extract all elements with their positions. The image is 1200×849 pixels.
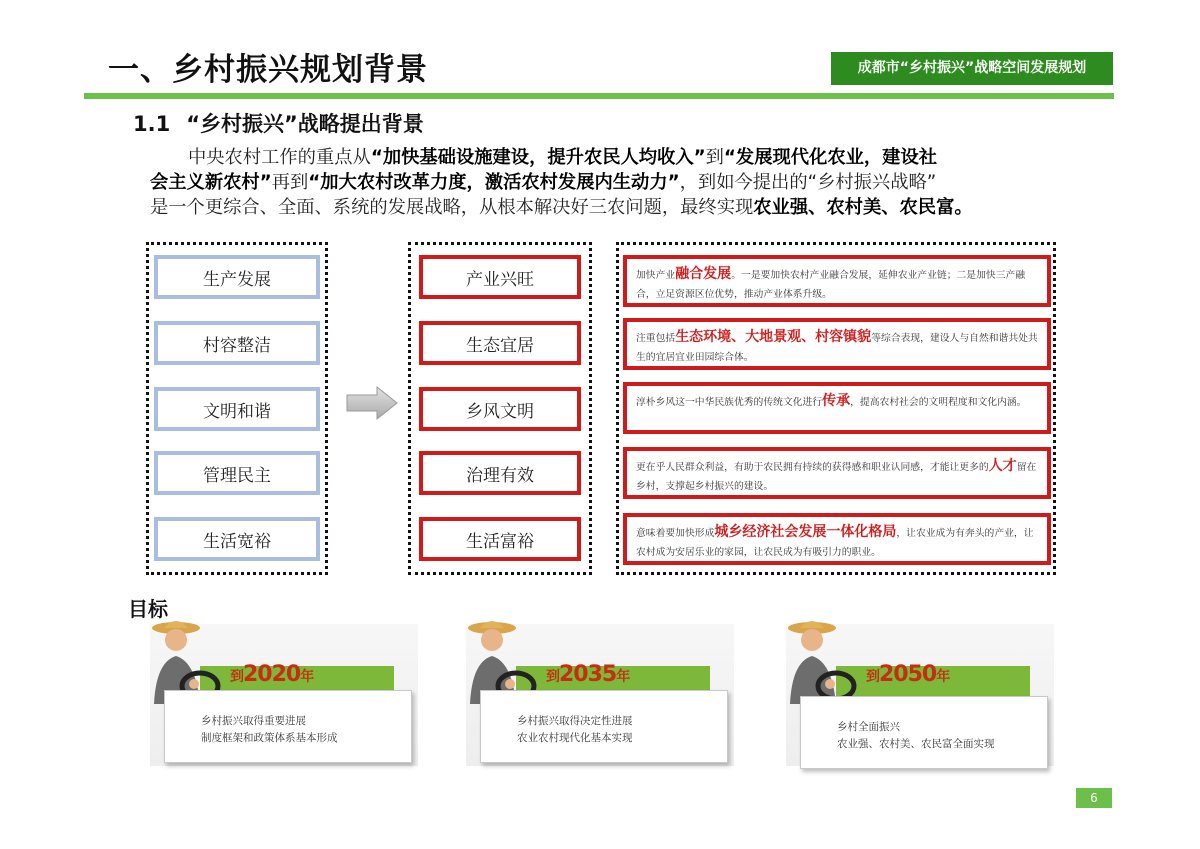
old-requirement-box: 村容整洁 xyxy=(154,321,320,365)
description-text: 加快产业 xyxy=(636,270,676,281)
right-arrow-icon xyxy=(345,385,399,421)
title-divider xyxy=(84,93,1114,99)
year-prefix: 到 xyxy=(866,669,879,685)
description-text: ，让农业成为有奔头的产业，让农村成为安居乐业的家园，让农民成为有吸引力的职业。 xyxy=(636,528,1034,558)
goal-card-2035 xyxy=(462,618,752,778)
goal-text-card xyxy=(800,696,1048,769)
old-requirement-box: 管理民主 xyxy=(154,451,320,495)
goal-card-2050 xyxy=(782,618,1072,778)
description-text: 注重包括 xyxy=(636,333,676,344)
goal-year: 2035 xyxy=(559,662,617,687)
goal-year-label xyxy=(230,662,313,687)
year-prefix: 到 xyxy=(546,669,559,685)
intro-text: 中央农村工作的重点从 xyxy=(188,147,371,168)
goal-line-2: 农业强、农村美、农民富全面实现 xyxy=(837,738,995,750)
page-number: 6 xyxy=(1076,788,1112,808)
intro-text: 是一个更综合、全面、系统的发展战略，从根本解决好三农问题，最终实现 xyxy=(150,197,754,218)
goal-text-card xyxy=(164,690,412,763)
year-suffix: 年 xyxy=(936,669,950,685)
intro-line-3 xyxy=(150,195,1070,220)
description-highlight: 人才 xyxy=(988,458,1017,474)
goal-card-2020 xyxy=(146,618,436,778)
new-requirement-box: 生活富裕 xyxy=(419,517,581,561)
description-text: 更在乎人民群众利益，有助于农民拥有持续的获得感和职业认同感，才能让更多的 xyxy=(636,462,989,473)
new-requirement-box: 生态宜居 xyxy=(419,321,581,365)
old-requirement-box: 文明和谐 xyxy=(154,387,320,431)
intro-emphasis: 会主义新农村” xyxy=(150,172,272,193)
section-heading xyxy=(133,108,424,138)
description-box xyxy=(623,513,1051,565)
goal-line-2: 制度框架和政策体系基本形成 xyxy=(201,732,338,744)
description-box xyxy=(623,382,1051,434)
requirement-descriptions-panel xyxy=(616,242,1056,575)
description-highlight: 城乡经济社会发展一体化格局 xyxy=(714,524,897,540)
section-number: 1.1 xyxy=(133,112,171,136)
goal-line-1: 乡村全面振兴 xyxy=(837,721,900,733)
description-text: 意味着要加快形成 xyxy=(636,528,715,539)
goal-line-1: 乡村振兴取得决定性进展 xyxy=(517,715,633,727)
description-box xyxy=(623,318,1051,370)
goals-heading: 目标 xyxy=(128,597,168,621)
old-requirement-box: 生产发展 xyxy=(154,255,320,299)
intro-emphasis: 农业强、农村美、农民富。 xyxy=(753,197,973,218)
year-suffix: 年 xyxy=(300,669,314,685)
intro-line-2 xyxy=(150,170,1070,195)
description-highlight: 融合发展 xyxy=(675,266,732,282)
description-text: ，提高农村社会的文明程度和文化内涵。 xyxy=(850,397,1027,408)
intro-emphasis: “发展现代化农业，建设社 xyxy=(723,147,938,168)
description-highlight: 传承 xyxy=(822,393,851,409)
goal-year-label xyxy=(546,662,629,687)
intro-text: 再到 xyxy=(271,172,309,193)
section-title: “乡村振兴”战略提出背景 xyxy=(186,112,424,136)
description-text: 淳朴乡风这一中华民族优秀的传统文化进行 xyxy=(636,397,823,408)
description-highlight: 生态环境、大地景观、村容镇貌 xyxy=(675,329,872,345)
old-requirements-panel xyxy=(146,242,328,575)
new-requirement-box: 治理有效 xyxy=(419,451,581,495)
goal-year: 2050 xyxy=(879,662,937,687)
new-requirement-box: 产业兴旺 xyxy=(419,255,581,299)
page-title: 一、乡村振兴规划背景 xyxy=(108,52,428,88)
new-requirement-box: 乡风文明 xyxy=(419,387,581,431)
description-box xyxy=(623,447,1051,499)
goal-line-2: 农业农村现代化基本实现 xyxy=(517,732,633,744)
goal-line-1: 乡村振兴取得重要进展 xyxy=(201,715,306,727)
goal-year-label xyxy=(866,662,949,687)
description-text: 。一是要加快农村产业融合发展，延伸农业产业链；二是加快三产融合，立足资源区位优势，推动产业体系升级。 xyxy=(636,270,1026,300)
intro-emphasis: “加快基础设施建设，提升农民人均收入” xyxy=(370,147,706,168)
intro-paragraph xyxy=(150,145,1070,220)
year-prefix: 到 xyxy=(230,669,243,685)
new-requirements-panel xyxy=(408,242,592,575)
plan-title-badge: 成都市“乡村振兴”战略空间发展规划 xyxy=(831,52,1113,85)
description-text: 等综合表现，建设人与自然和谐共处共生的宜居宜业田园综合体。 xyxy=(636,333,1038,363)
intro-text: ，到如今提出的“乡村振兴战略” xyxy=(679,172,937,193)
goal-text-card xyxy=(480,690,728,763)
description-box xyxy=(623,255,1051,307)
intro-text: 到 xyxy=(705,147,724,168)
intro-emphasis: “加大农村改革力度，激活农村发展内生动力” xyxy=(308,172,680,193)
goal-year: 2020 xyxy=(243,662,301,687)
year-suffix: 年 xyxy=(616,669,630,685)
description-text: 留在乡村，支撑起乡村振兴的建设。 xyxy=(636,462,1037,492)
old-requirement-box: 生活宽裕 xyxy=(154,517,320,561)
intro-line-1 xyxy=(150,145,1070,170)
